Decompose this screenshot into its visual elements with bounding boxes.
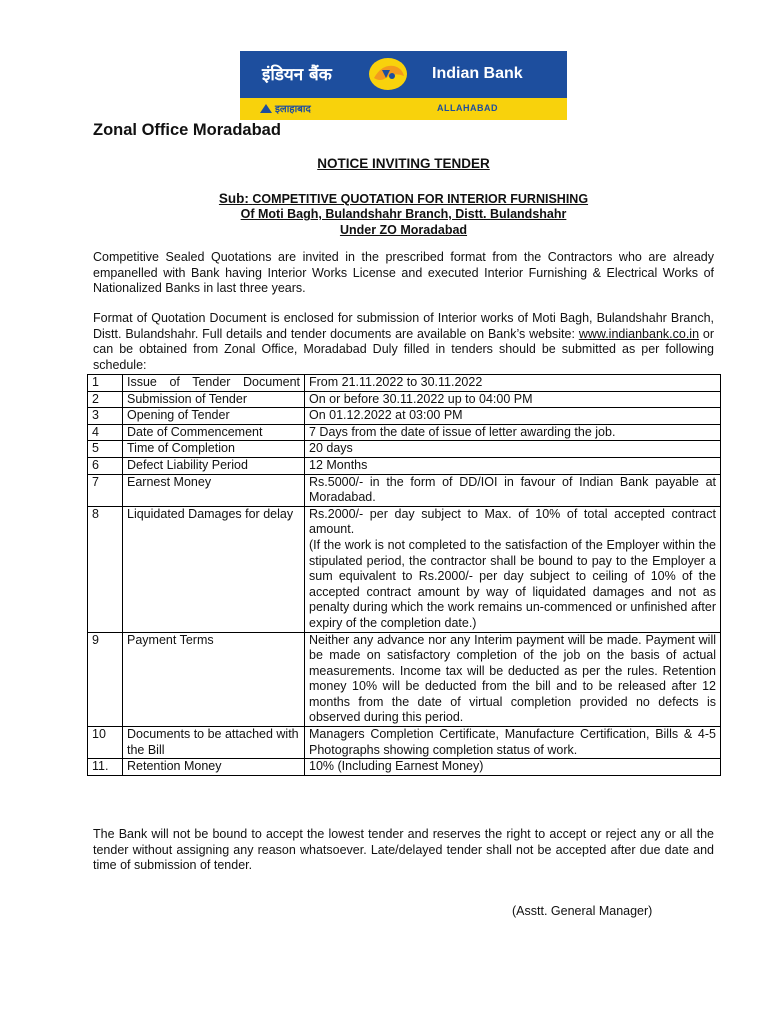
logo-english-sub: ALLAHABAD — [437, 103, 498, 113]
row-detail: 10% (Including Earnest Money) — [305, 759, 721, 776]
table-row — [88, 474, 721, 506]
row-item: Submission of Tender — [123, 391, 305, 408]
format-text: Format of Quotation Document is enclosed for submission of Interior works of Moti Bagh, Bulandshahr Branch, Distt. Bulandshahr. Full details and tender documents are available on Bank’s website: — [93, 311, 714, 341]
row-detail-note: (If the work is not completed to the satisfaction of the Employer within the stipulated period, the contractor shall be bound to pay to the Employer a sum equivalent to Rs.2000/- per day subject to ceiling of 10% of the accepted contract amount by way of liquidated damages and not as penalty during which the work remains un-commenced or unfinished after expiry of the completion date.) — [309, 537, 716, 630]
intro-paragraph: Competitive Sealed Quotations are invited in the prescribed format from the Contractors who are already empanelled with Bank having Interior Works License and executed Interior Furnishing & Electrical Works of Nationalized Banks in last three years. — [93, 250, 714, 296]
row-detail: Managers Completion Certificate, Manufacture Certification, Bills & 4-5 Photographs showing completion status of work. — [305, 727, 721, 759]
row-item: Payment Terms — [123, 632, 305, 727]
row-number: 3 — [88, 408, 123, 425]
row-item: Retention Money — [123, 759, 305, 776]
closing-paragraph: The Bank will not be bound to accept the lowest tender and reserves the right to accept or reject any or all the tender without assigning any reason whatsoever. Late/delayed tender shall not be accepted after due date and time of submission of tender. — [93, 827, 714, 873]
row-detail: On or before 30.11.2022 up to 04:00 PM — [305, 391, 721, 408]
table-row — [88, 408, 721, 425]
row-item: Documents to be attached with the Bill — [123, 727, 305, 759]
row-item: Date of Commencement — [123, 424, 305, 441]
notice-title: NOTICE INVITING TENDER — [317, 156, 490, 171]
table-row — [88, 457, 721, 474]
row-item: Issue of Tender Document — [123, 375, 305, 392]
row-detail: 12 Months — [305, 457, 721, 474]
logo-hindi-sub — [260, 101, 311, 115]
row-number: 9 — [88, 632, 123, 727]
subject-line-1 — [93, 191, 714, 206]
schedule-table — [87, 374, 721, 776]
bank-website-link[interactable]: www.indianbank.co.in — [578, 326, 700, 341]
table-row — [88, 391, 721, 408]
row-detail-main: Rs.2000/- per day subject to Max. of 10% of total accepted contract amount. — [309, 506, 716, 537]
format-text-after: or can be obtained from Zonal Office, Moradabad Duly filled in tenders should be submitted as per following schedule: — [93, 326, 714, 372]
table-row — [88, 424, 721, 441]
table-row — [88, 759, 721, 776]
logo-hindi-name: इंडियन बैंक — [262, 65, 332, 85]
row-item: Defect Liability Period — [123, 457, 305, 474]
table-row — [88, 441, 721, 458]
row-item: Opening of Tender — [123, 408, 305, 425]
logo-blue-band — [240, 51, 567, 98]
row-detail: Neither any advance nor any Interim payment will be made. Payment will be made on satisfactory completion of the job on the basis of actual measurements. Income tax will be deducted as per the rules. Retention money 10% will be deducted from the bill and to be released after 12 months from the date of virtual completion provided no defects is observed during this period. — [305, 632, 721, 727]
subject-text: COMPETITIVE QUOTATION FOR INTERIOR FURNISHING — [252, 192, 589, 206]
subject-line-3: Under ZO Moradabad — [339, 223, 468, 237]
logo-english-name: Indian Bank — [432, 65, 523, 82]
triangle-icon — [260, 104, 272, 113]
indian-bank-logo — [240, 51, 567, 120]
table-row — [88, 375, 721, 392]
row-detail: From 21.11.2022 to 30.11.2022 — [305, 375, 721, 392]
table-row — [88, 632, 721, 727]
row-detail: On 01.12.2022 at 03:00 PM — [305, 408, 721, 425]
subject-label: Sub: — [218, 191, 249, 206]
row-number: 2 — [88, 391, 123, 408]
row-number: 8 — [88, 506, 123, 632]
row-detail — [305, 506, 721, 632]
row-number: 5 — [88, 441, 123, 458]
bank-emblem-icon — [368, 56, 408, 92]
table-row — [88, 506, 721, 632]
row-detail: Rs.5000/- in the form of DD/IOI in favour of Indian Bank payable at Moradabad. — [305, 474, 721, 506]
row-number: 6 — [88, 457, 123, 474]
row-number: 7 — [88, 474, 123, 506]
row-number: 11. — [88, 759, 123, 776]
row-detail: 7 Days from the date of issue of letter awarding the job. — [305, 424, 721, 441]
signature: (Asstt. General Manager) — [512, 904, 653, 918]
row-number: 1 — [88, 375, 123, 392]
office-name: Zonal Office Moradabad — [93, 121, 281, 139]
subject-line-2: Of Moti Bagh, Bulandshahr Branch, Distt. Bulandshahr — [240, 207, 567, 221]
row-item: Time of Completion — [123, 441, 305, 458]
row-number: 10 — [88, 727, 123, 759]
logo-hindi-sub-text: इलाहाबाद — [275, 104, 311, 115]
row-item: Liquidated Damages for delay — [123, 506, 305, 632]
row-detail: 20 days — [305, 441, 721, 458]
table-row — [88, 727, 721, 759]
format-paragraph — [93, 311, 714, 373]
row-number: 4 — [88, 424, 123, 441]
row-item: Earnest Money — [123, 474, 305, 506]
